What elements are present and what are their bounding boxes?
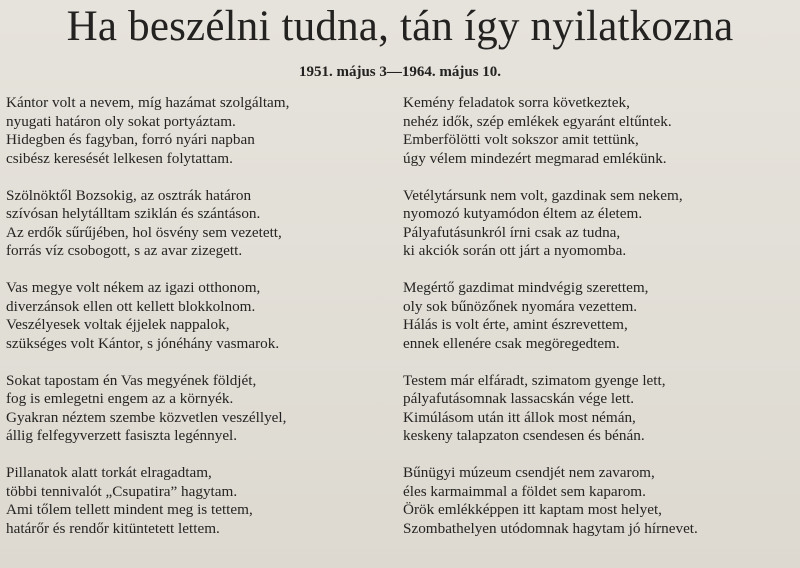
- poem-line: Örök emlékképpen itt kaptam most helyet,: [403, 501, 662, 518]
- poem-line: Vas megye volt nékem az igazi otthonom,: [6, 279, 261, 296]
- poem-line: csibész keresését lelkesen folytattam.: [6, 149, 233, 167]
- poem-line: Hálás is volt érte, amint észrevettem,: [403, 316, 628, 333]
- poem-line: nehéz idők, szép emlékek egyaránt eltűntek.: [403, 112, 672, 130]
- poem-line: Szölnöktől Bozsokig, az osztrák határon: [6, 186, 252, 204]
- stanza: [403, 464, 798, 538]
- right-column: [403, 94, 798, 557]
- poem-line: Bűnügyi múzeum csendjét nem zavarom,: [403, 464, 655, 481]
- stanza: [6, 279, 401, 353]
- poem-line: Kimúlásom után itt állok most némán,: [403, 408, 636, 426]
- poem-line: Pályafutásunkról írni csak az tudna,: [403, 223, 621, 241]
- poem-line: Ami tőlem tellett mindent meg is tettem,: [6, 501, 253, 518]
- poem-line: diverzánsok ellen ott kellett blokkolnom.: [6, 297, 256, 315]
- poem-line: Az erdők sűrűjében, hol ösvény sem vezetett,: [6, 223, 282, 241]
- poem-line: Kemény feladatok sorra következtek,: [403, 94, 630, 111]
- stanza: [403, 187, 798, 261]
- poem-line: éles karmaimmal a földet sem kaparom.: [403, 482, 646, 500]
- poem-line: szívósan helytálltam sziklán és szántáson.: [6, 205, 261, 222]
- poem-line: Vetélytársunk nem volt, gazdinak sem nekem,: [403, 186, 683, 204]
- poem-line: Szombathelyen utódomnak hagytam jó hírnevet.: [403, 519, 698, 537]
- poem-dates: 1951. május 3—1964. május 10.: [298, 64, 502, 80]
- poem-line: többi tennivalót „Csupatira” hagytam.: [6, 482, 238, 500]
- stanza: [403, 279, 798, 353]
- poem-line: pályafutásomnak lassacskán vége lett.: [403, 390, 635, 407]
- poem-line: Testem már elfáradt, szimatom gyenge lett,: [403, 371, 666, 389]
- stanza: [6, 372, 401, 446]
- stanza: [6, 464, 401, 538]
- poem-line: szükséges volt Kántor, s jónéhány vasmarok.: [6, 334, 280, 352]
- poem-line: forrás víz csobogott, s az avar zizegett.: [6, 242, 243, 259]
- poem-line: határőr és rendőr kitüntetett lettem.: [6, 519, 220, 537]
- poem-line: Emberfölötti volt sokszor amit tettünk,: [403, 131, 639, 148]
- poem-line: Pillanatok alatt torkát elragadtam,: [6, 464, 212, 481]
- poem-line: Veszélyesek voltak éjjelek nappalok,: [6, 316, 230, 333]
- poem-line: Gyakran néztem szembe közvetlen veszéllyel,: [6, 408, 287, 426]
- poem-line: Megértő gazdimat mindvégig szerettem,: [403, 279, 649, 296]
- poem-line: keskeny talapzaton csendesen és bénán.: [403, 427, 645, 444]
- poem-line: úgy vélem mindezért megmarad emlékünk.: [403, 149, 667, 167]
- poem-line: ennek ellenére csak megöregedtem.: [403, 334, 620, 352]
- poem-line: Hidegben és fagyban, forró nyári napban: [6, 131, 255, 148]
- poem-line: oly sok bűnözőnek nyomára vezettem.: [403, 297, 638, 315]
- poem-line: Kántor volt a nevem, míg hazámat szolgáltam,: [6, 94, 290, 111]
- poem-line: ki akciók során ott járt a nyomomba.: [403, 242, 627, 259]
- poem-line: fog is emlegetni engem az a környék.: [6, 390, 234, 407]
- left-column: [6, 94, 401, 557]
- stanza: [6, 187, 401, 261]
- poem-line: Sokat tapostam én Vas megyének földjét,: [6, 371, 257, 389]
- stanza: [403, 94, 798, 168]
- poem-title: Ha beszélni tudna, tán így nyilatkozna: [66, 3, 734, 50]
- stanza: [403, 372, 798, 446]
- poem-line: állig felfegyverzett fasiszta legénnyel.: [6, 427, 238, 444]
- poem-line: nyomozó kutyamódon éltem az életem.: [403, 205, 643, 222]
- poem-line: nyugati határon oly sokat portyáztam.: [6, 112, 236, 130]
- stanza: [6, 94, 401, 168]
